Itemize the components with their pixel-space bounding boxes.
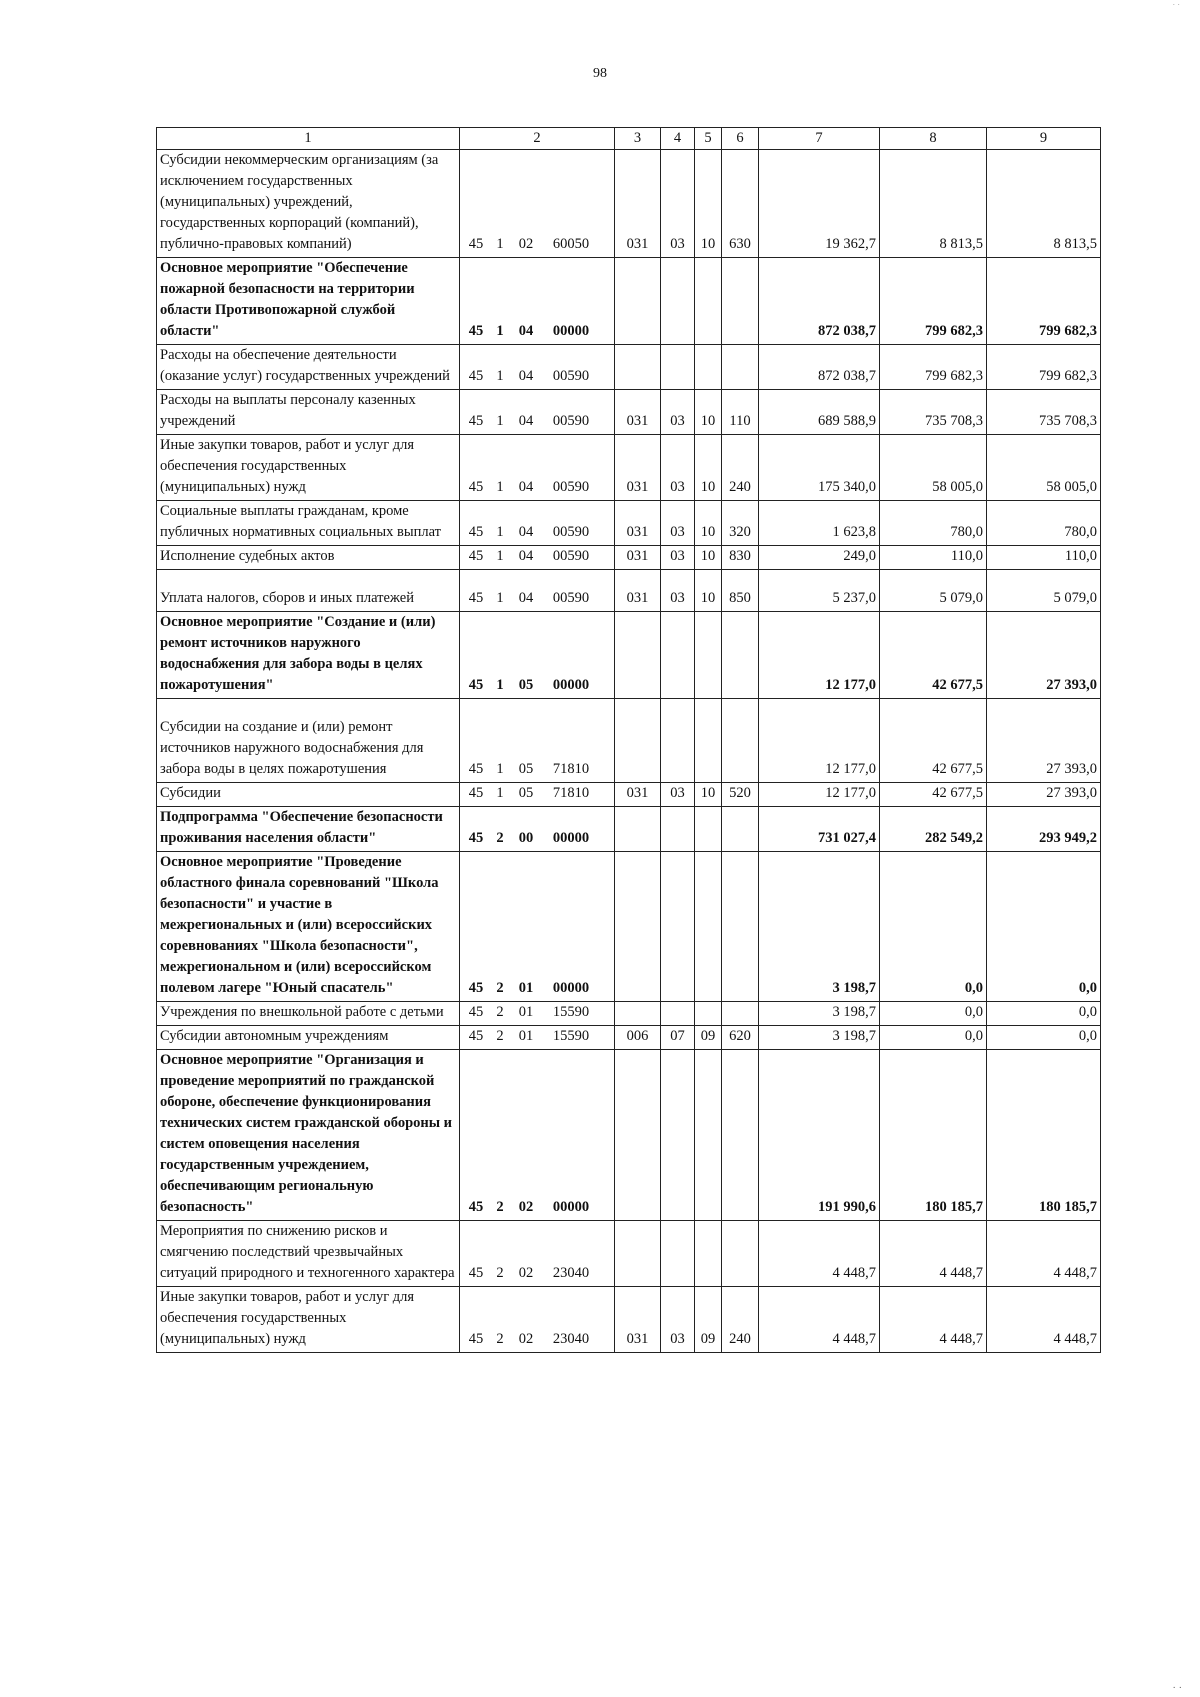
amount-col8-cell: 4 448,7 xyxy=(880,1287,987,1353)
budget-code-cell xyxy=(460,1026,615,1050)
amount-col9-cell: 293 949,2 xyxy=(987,807,1101,852)
header-cell: 1 xyxy=(157,128,460,150)
amount-col9-cell: 0,0 xyxy=(987,1026,1101,1050)
ministry-code-cell: 031 xyxy=(615,546,661,570)
amount-col8-cell: 282 549,2 xyxy=(880,807,987,852)
amount-col9-cell: 27 393,0 xyxy=(987,612,1101,699)
code-part: 45 xyxy=(468,524,484,540)
code-part: 05 xyxy=(518,677,534,693)
budget-code-cell xyxy=(460,1287,615,1353)
amount-col9-cell: 180 185,7 xyxy=(987,1050,1101,1221)
ministry-code-cell xyxy=(615,345,661,390)
code-part: 45 xyxy=(468,1028,484,1044)
budget-code xyxy=(463,759,611,780)
table-row xyxy=(157,852,1101,1002)
row-name-cell: Мероприятия по снижению рисков и смягчению последствий чрезвычайных ситуаций природного и техногенного характера xyxy=(157,1221,460,1287)
code-part: 45 xyxy=(468,1199,484,1215)
row-name-cell: Иные закупки товаров, работ и услуг для обеспечения государственных (муниципальных) нужд xyxy=(157,1287,460,1353)
code-part: 1 xyxy=(496,590,504,606)
code-part: 2 xyxy=(496,1331,504,1347)
expense-type-cell xyxy=(722,612,759,699)
section-cell: 03 xyxy=(661,1287,695,1353)
subsection-cell xyxy=(695,1002,722,1026)
code-part: 45 xyxy=(468,323,484,339)
budget-code xyxy=(463,234,611,255)
code-part: 1 xyxy=(496,677,504,693)
amount-col8-cell: 110,0 xyxy=(880,546,987,570)
code-part: 1 xyxy=(496,548,504,564)
expense-type-cell: 850 xyxy=(722,570,759,612)
amount-col8-cell: 0,0 xyxy=(880,1026,987,1050)
code-part: 1 xyxy=(496,785,504,801)
code-part: 00590 xyxy=(552,548,590,564)
budget-code-cell xyxy=(460,501,615,546)
expense-type-cell xyxy=(722,699,759,783)
ministry-code-cell: 031 xyxy=(615,501,661,546)
code-part: 00 xyxy=(518,830,534,846)
amount-col9-cell: 5 079,0 xyxy=(987,570,1101,612)
section-cell xyxy=(661,699,695,783)
amount-col7-cell: 4 448,7 xyxy=(759,1221,880,1287)
code-part: 2 xyxy=(496,1004,504,1020)
ministry-code-cell: 031 xyxy=(615,435,661,501)
amount-col8-cell: 0,0 xyxy=(880,852,987,1002)
amount-col7-cell: 1 623,8 xyxy=(759,501,880,546)
code-part: 04 xyxy=(518,548,534,564)
subsection-cell: 10 xyxy=(695,501,722,546)
amount-col7-cell: 731 027,4 xyxy=(759,807,880,852)
code-part: 1 xyxy=(496,479,504,495)
section-cell xyxy=(661,345,695,390)
budget-code xyxy=(463,477,611,498)
row-name-cell: Основное мероприятие "Проведение областного финала соревнований "Школа безопасности" и участие в межрегиональных и (или) всероссийских соревнованиях "Школа безопасности", межрегиональном и (или) всероссийском полевом лагере "Юный спасатель" xyxy=(157,852,460,1002)
budget-code-cell xyxy=(460,150,615,258)
table-row xyxy=(157,570,1101,612)
scan-mark: · · xyxy=(1172,0,1180,9)
scan-mark: · · xyxy=(1172,1682,1182,1693)
code-part: 02 xyxy=(518,1331,534,1347)
expense-type-cell xyxy=(722,807,759,852)
amount-col7-cell: 12 177,0 xyxy=(759,783,880,807)
section-cell xyxy=(661,1002,695,1026)
code-part: 23040 xyxy=(552,1331,590,1347)
table-row xyxy=(157,435,1101,501)
amount-col9-cell: 780,0 xyxy=(987,501,1101,546)
table-row xyxy=(157,1221,1101,1287)
budget-code-cell xyxy=(460,1002,615,1026)
header-cell: 5 xyxy=(695,128,722,150)
row-name-cell: Основное мероприятие "Организация и проведение мероприятий по гражданской обороне, обеспечение функционирования технических систем гражданской обороны и систем оповещения населения государственным учреждением, обеспечивающим региональную безопасность" xyxy=(157,1050,460,1221)
subsection-cell: 10 xyxy=(695,783,722,807)
amount-col9-cell: 0,0 xyxy=(987,852,1101,1002)
code-part: 45 xyxy=(468,761,484,777)
amount-col7-cell: 191 990,6 xyxy=(759,1050,880,1221)
table-row xyxy=(157,612,1101,699)
code-part: 1 xyxy=(496,236,504,252)
budget-code xyxy=(463,588,611,609)
code-part: 02 xyxy=(518,236,534,252)
amount-col8-cell: 799 682,3 xyxy=(880,258,987,345)
code-part: 45 xyxy=(468,413,484,429)
section-cell xyxy=(661,852,695,1002)
code-part: 01 xyxy=(518,1028,534,1044)
code-part: 45 xyxy=(468,1331,484,1347)
row-name-cell: Исполнение судебных актов xyxy=(157,546,460,570)
amount-col7-cell: 249,0 xyxy=(759,546,880,570)
code-part: 04 xyxy=(518,413,534,429)
amount-col8-cell: 42 677,5 xyxy=(880,783,987,807)
subsection-cell: 09 xyxy=(695,1026,722,1050)
code-part: 45 xyxy=(468,1265,484,1281)
section-cell: 03 xyxy=(661,390,695,435)
budget-code xyxy=(463,783,611,804)
table-row xyxy=(157,1287,1101,1353)
code-part: 00590 xyxy=(552,590,590,606)
code-part: 02 xyxy=(518,1265,534,1281)
subsection-cell xyxy=(695,699,722,783)
row-name-cell: Основное мероприятие "Обеспечение пожарной безопасности на территории области Противопожарной службой области" xyxy=(157,258,460,345)
budget-code xyxy=(463,1197,611,1218)
code-part: 04 xyxy=(518,590,534,606)
amount-col8-cell: 42 677,5 xyxy=(880,612,987,699)
budget-code xyxy=(463,675,611,696)
code-part: 45 xyxy=(468,368,484,384)
amount-col9-cell: 8 813,5 xyxy=(987,150,1101,258)
amount-col7-cell: 175 340,0 xyxy=(759,435,880,501)
header-cell: 3 xyxy=(615,128,661,150)
expense-type-cell: 240 xyxy=(722,1287,759,1353)
budget-code-cell xyxy=(460,783,615,807)
amount-col7-cell: 19 362,7 xyxy=(759,150,880,258)
budget-code-cell xyxy=(460,699,615,783)
amount-col9-cell: 799 682,3 xyxy=(987,258,1101,345)
header-cell: 7 xyxy=(759,128,880,150)
amount-col8-cell: 42 677,5 xyxy=(880,699,987,783)
code-part: 00590 xyxy=(552,524,590,540)
ministry-code-cell: 006 xyxy=(615,1026,661,1050)
budget-code xyxy=(463,1329,611,1350)
section-cell xyxy=(661,1221,695,1287)
ministry-code-cell xyxy=(615,807,661,852)
row-name-cell: Подпрограмма "Обеспечение безопасности проживания населения области" xyxy=(157,807,460,852)
amount-col8-cell: 0,0 xyxy=(880,1002,987,1026)
code-part: 04 xyxy=(518,479,534,495)
amount-col7-cell: 5 237,0 xyxy=(759,570,880,612)
budget-code xyxy=(463,1026,611,1047)
ministry-code-cell xyxy=(615,258,661,345)
code-part: 45 xyxy=(468,236,484,252)
code-part: 15590 xyxy=(552,1028,590,1044)
subsection-cell xyxy=(695,852,722,1002)
amount-col7-cell: 3 198,7 xyxy=(759,1002,880,1026)
ministry-code-cell: 031 xyxy=(615,390,661,435)
amount-col9-cell: 58 005,0 xyxy=(987,435,1101,501)
budget-code xyxy=(463,522,611,543)
section-cell: 03 xyxy=(661,570,695,612)
code-part: 23040 xyxy=(552,1265,590,1281)
code-part: 45 xyxy=(468,1004,484,1020)
budget-code xyxy=(463,1002,611,1023)
code-part: 00590 xyxy=(552,479,590,495)
amount-col9-cell: 0,0 xyxy=(987,1002,1101,1026)
amount-col7-cell: 872 038,7 xyxy=(759,345,880,390)
budget-code-cell xyxy=(460,390,615,435)
code-part: 45 xyxy=(468,830,484,846)
code-part: 1 xyxy=(496,413,504,429)
budget-code xyxy=(463,1263,611,1284)
amount-col9-cell: 27 393,0 xyxy=(987,699,1101,783)
code-part: 1 xyxy=(496,761,504,777)
budget-code-cell xyxy=(460,435,615,501)
subsection-cell xyxy=(695,807,722,852)
subsection-cell xyxy=(695,258,722,345)
budget-code xyxy=(463,321,611,342)
code-part: 05 xyxy=(518,761,534,777)
amount-col9-cell: 735 708,3 xyxy=(987,390,1101,435)
code-part: 45 xyxy=(468,590,484,606)
amount-col9-cell: 27 393,0 xyxy=(987,783,1101,807)
row-name-cell: Расходы на обеспечение деятельности (оказание услуг) государственных учреждений xyxy=(157,345,460,390)
code-part: 2 xyxy=(496,830,504,846)
row-name-cell: Социальные выплаты гражданам, кроме публичных нормативных социальных выплат xyxy=(157,501,460,546)
ministry-code-cell xyxy=(615,852,661,1002)
amount-col7-cell: 12 177,0 xyxy=(759,699,880,783)
table-row xyxy=(157,783,1101,807)
expense-type-cell xyxy=(722,1050,759,1221)
header-cell: 6 xyxy=(722,128,759,150)
row-name-cell: Субсидии xyxy=(157,783,460,807)
code-part: 1 xyxy=(496,323,504,339)
amount-col8-cell: 799 682,3 xyxy=(880,345,987,390)
table-row xyxy=(157,345,1101,390)
subsection-cell: 10 xyxy=(695,570,722,612)
code-part: 2 xyxy=(496,1028,504,1044)
row-name-cell: Субсидии на создание и (или) ремонт источников наружного водоснабжения для забора воды в целях пожаротушения xyxy=(157,699,460,783)
amount-col8-cell: 8 813,5 xyxy=(880,150,987,258)
expense-type-cell: 240 xyxy=(722,435,759,501)
budget-code-cell xyxy=(460,612,615,699)
ministry-code-cell xyxy=(615,1050,661,1221)
budget-code-cell xyxy=(460,345,615,390)
code-part: 2 xyxy=(496,1199,504,1215)
section-cell: 03 xyxy=(661,501,695,546)
expense-type-cell: 110 xyxy=(722,390,759,435)
code-part: 45 xyxy=(468,980,484,996)
budget-code xyxy=(463,366,611,387)
expense-type-cell: 630 xyxy=(722,150,759,258)
amount-col9-cell: 110,0 xyxy=(987,546,1101,570)
section-cell xyxy=(661,258,695,345)
expense-type-cell: 320 xyxy=(722,501,759,546)
amount-col9-cell: 799 682,3 xyxy=(987,345,1101,390)
table-row xyxy=(157,1050,1101,1221)
row-name-cell: Иные закупки товаров, работ и услуг для обеспечения государственных (муниципальных) нужд xyxy=(157,435,460,501)
expense-type-cell xyxy=(722,345,759,390)
amount-col7-cell: 3 198,7 xyxy=(759,1026,880,1050)
code-part: 00000 xyxy=(552,677,590,693)
budget-code-cell xyxy=(460,852,615,1002)
row-name-cell: Субсидии автономным учреждениям xyxy=(157,1026,460,1050)
table-row xyxy=(157,807,1101,852)
subsection-cell: 10 xyxy=(695,390,722,435)
code-part: 00000 xyxy=(552,830,590,846)
subsection-cell: 10 xyxy=(695,150,722,258)
amount-col8-cell: 780,0 xyxy=(880,501,987,546)
code-part: 02 xyxy=(518,1199,534,1215)
code-part: 00590 xyxy=(552,368,590,384)
row-name-cell: Расходы на выплаты персоналу казенных учреждений xyxy=(157,390,460,435)
table-row xyxy=(157,1002,1101,1026)
table-row xyxy=(157,501,1101,546)
code-part: 45 xyxy=(468,479,484,495)
section-cell xyxy=(661,807,695,852)
code-part: 00590 xyxy=(552,413,590,429)
code-part: 01 xyxy=(518,980,534,996)
ministry-code-cell xyxy=(615,1002,661,1026)
header-cell: 4 xyxy=(661,128,695,150)
subsection-cell xyxy=(695,1050,722,1221)
amount-col8-cell: 735 708,3 xyxy=(880,390,987,435)
code-part: 2 xyxy=(496,1265,504,1281)
budget-code-cell xyxy=(460,258,615,345)
section-cell xyxy=(661,1050,695,1221)
code-part: 15590 xyxy=(552,1004,590,1020)
amount-col7-cell: 689 588,9 xyxy=(759,390,880,435)
amount-col8-cell: 180 185,7 xyxy=(880,1050,987,1221)
expense-type-cell xyxy=(722,852,759,1002)
amount-col9-cell: 4 448,7 xyxy=(987,1287,1101,1353)
budget-code xyxy=(463,978,611,999)
budget-table xyxy=(156,127,1101,1353)
amount-col7-cell: 3 198,7 xyxy=(759,852,880,1002)
code-part: 04 xyxy=(518,323,534,339)
subsection-cell xyxy=(695,612,722,699)
expense-type-cell xyxy=(722,1221,759,1287)
expense-type-cell: 520 xyxy=(722,783,759,807)
ministry-code-cell: 031 xyxy=(615,783,661,807)
subsection-cell xyxy=(695,1221,722,1287)
header-cell: 8 xyxy=(880,128,987,150)
subsection-cell xyxy=(695,345,722,390)
row-name-cell: Уплата налогов, сборов и иных платежей xyxy=(157,570,460,612)
code-part: 05 xyxy=(518,785,534,801)
budget-code-cell xyxy=(460,570,615,612)
subsection-cell: 10 xyxy=(695,435,722,501)
header-cell: 9 xyxy=(987,128,1101,150)
code-part: 1 xyxy=(496,524,504,540)
code-part: 45 xyxy=(468,677,484,693)
row-name-cell: Субсидии некоммерческим организациям (за исключением государственных (муниципальных) учреждений, государственных корпораций (компаний), публично-правовых компаний) xyxy=(157,150,460,258)
amount-col7-cell: 872 038,7 xyxy=(759,258,880,345)
budget-code-cell xyxy=(460,807,615,852)
amount-col8-cell: 5 079,0 xyxy=(880,570,987,612)
code-part: 2 xyxy=(496,980,504,996)
expense-type-cell: 830 xyxy=(722,546,759,570)
expense-type-cell xyxy=(722,1002,759,1026)
code-part: 45 xyxy=(468,785,484,801)
budget-code-cell xyxy=(460,1221,615,1287)
budget-code-cell xyxy=(460,546,615,570)
subsection-cell: 10 xyxy=(695,546,722,570)
row-name-cell: Основное мероприятие "Создание и (или) ремонт источников наружного водоснабжения для забора воды в целях пожаротушения" xyxy=(157,612,460,699)
ministry-code-cell: 031 xyxy=(615,1287,661,1353)
ministry-code-cell xyxy=(615,699,661,783)
table-header-row xyxy=(157,128,1101,150)
section-cell xyxy=(661,612,695,699)
amount-col7-cell: 12 177,0 xyxy=(759,612,880,699)
row-name-cell: Учреждения по внешкольной работе с детьми xyxy=(157,1002,460,1026)
budget-code xyxy=(463,546,611,567)
section-cell: 03 xyxy=(661,435,695,501)
ministry-code-cell xyxy=(615,1221,661,1287)
code-part: 04 xyxy=(518,524,534,540)
subsection-cell: 09 xyxy=(695,1287,722,1353)
section-cell: 07 xyxy=(661,1026,695,1050)
section-cell: 03 xyxy=(661,783,695,807)
expense-type-cell xyxy=(722,258,759,345)
ministry-code-cell: 031 xyxy=(615,150,661,258)
table-row xyxy=(157,258,1101,345)
section-cell: 03 xyxy=(661,546,695,570)
header-cell: 2 xyxy=(460,128,615,150)
code-part: 71810 xyxy=(552,761,590,777)
section-cell: 03 xyxy=(661,150,695,258)
page-number: 98 xyxy=(593,66,607,81)
code-part: 00000 xyxy=(552,323,590,339)
amount-col8-cell: 58 005,0 xyxy=(880,435,987,501)
table-row xyxy=(157,150,1101,258)
table-row xyxy=(157,546,1101,570)
amount-col7-cell: 4 448,7 xyxy=(759,1287,880,1353)
amount-col8-cell: 4 448,7 xyxy=(880,1221,987,1287)
ministry-code-cell: 031 xyxy=(615,570,661,612)
code-part: 60050 xyxy=(552,236,590,252)
code-part: 01 xyxy=(518,1004,534,1020)
amount-col9-cell: 4 448,7 xyxy=(987,1221,1101,1287)
code-part: 00000 xyxy=(552,1199,590,1215)
table-row xyxy=(157,1026,1101,1050)
budget-code xyxy=(463,411,611,432)
ministry-code-cell xyxy=(615,612,661,699)
code-part: 00000 xyxy=(552,980,590,996)
table-row xyxy=(157,699,1101,783)
budget-code xyxy=(463,828,611,849)
code-part: 45 xyxy=(468,548,484,564)
budget-code-cell xyxy=(460,1050,615,1221)
code-part: 1 xyxy=(496,368,504,384)
code-part: 71810 xyxy=(552,785,590,801)
table-row xyxy=(157,390,1101,435)
code-part: 04 xyxy=(518,368,534,384)
expense-type-cell: 620 xyxy=(722,1026,759,1050)
